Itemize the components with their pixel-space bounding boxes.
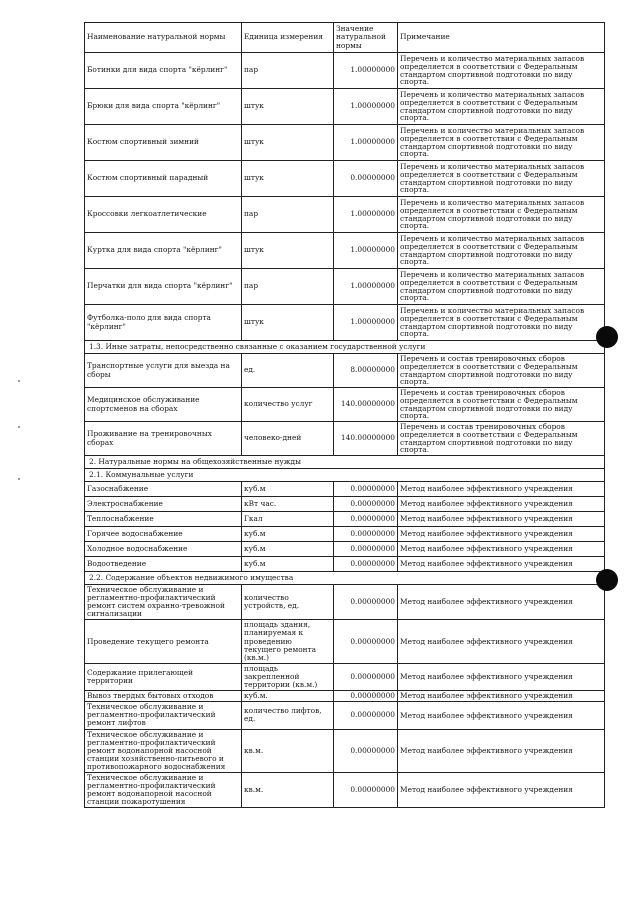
cell-name: Ботинки для вида спорта "кёрлинг": [85, 53, 242, 89]
cell-unit: Гкал: [242, 512, 334, 527]
cell-unit: штук: [242, 89, 334, 125]
section-row: [85, 572, 605, 585]
cell-note: Метод наиболее эффективного учреждения: [398, 557, 605, 572]
cell-unit: пар: [242, 197, 334, 233]
cell-value: 0.00000000: [334, 482, 398, 497]
table-row: [85, 729, 605, 772]
cell-note: Метод наиболее эффективного учреждения: [398, 729, 605, 772]
cell-name: Костюм спортивный парадный: [85, 161, 242, 197]
cell-note: Перечень и количество материальных запасов определяется в соответствии с Федеральным стандартом спортивной подготовки по виду спорта.: [398, 89, 605, 125]
cell-note: Метод наиболее эффективного учреждения: [398, 620, 605, 663]
norms-table: [84, 22, 605, 808]
cell-name: Транспортные услуги для выезда на сборы: [85, 354, 242, 388]
utilities-group: [85, 482, 605, 572]
cell-note: Метод наиболее эффективного учреждения: [398, 497, 605, 512]
section-row: [85, 469, 605, 482]
cell-name: Костюм спортивный зимний: [85, 125, 242, 161]
cell-unit: кв.м.: [242, 772, 334, 807]
cell-value: 0.00000000: [334, 512, 398, 527]
table-header-row: [85, 23, 605, 53]
header-name: Наименование натуральной нормы: [85, 23, 242, 53]
cell-value: 140.00000000: [334, 388, 398, 422]
cell-note: Метод наиболее эффективного учреждения: [398, 663, 605, 690]
cell-name: Кроссовки легкоатлетические: [85, 197, 242, 233]
cell-unit: штук: [242, 125, 334, 161]
punch-hole-icon: [596, 326, 618, 348]
cell-note: Перечень и количество материальных запасов определяется в соответствии с Федеральным стандартом спортивной подготовки по виду спорта.: [398, 53, 605, 89]
table-row: [85, 691, 605, 702]
cell-note: Перечень и количество материальных запасов определяется в соответствии с Федеральным стандартом спортивной подготовки по виду спорта.: [398, 161, 605, 197]
table-row: [85, 388, 605, 422]
cell-unit: пар: [242, 269, 334, 305]
clothing-group: [85, 53, 605, 341]
cell-unit: куб.м: [242, 542, 334, 557]
cell-note: Перечень и количество материальных запасов определяется в соответствии с Федеральным стандартом спортивной подготовки по виду спорта.: [398, 269, 605, 305]
services-group: [85, 354, 605, 456]
cell-note: Перечень и состав тренировочных сборов определяется в соответствии с Федеральным стандартом спортивной подготовки по виду спорта.: [398, 354, 605, 388]
cell-value: 0.00000000: [334, 542, 398, 557]
table-row: [85, 422, 605, 456]
cell-value: 0.00000000: [334, 772, 398, 807]
table-row: [85, 585, 605, 620]
cell-name: Техническое обслуживание и регламентно-профилактический ремонт систем охранно-тревожной сигнализации: [85, 585, 242, 620]
cell-value: 0.00000000: [334, 620, 398, 663]
cell-name: Газоснабжение: [85, 482, 242, 497]
cell-note: Метод наиболее эффективного учреждения: [398, 527, 605, 542]
section-title: 2. Натуральные нормы на общехозяйственные нужды: [85, 456, 605, 469]
cell-note: Перечень и количество материальных запасов определяется в соответствии с Федеральным стандартом спортивной подготовки по виду спорта.: [398, 305, 605, 341]
cell-name: Медицинское обслуживание спортсменов на сборах: [85, 388, 242, 422]
section-2: [85, 456, 605, 482]
table-row: [85, 542, 605, 557]
cell-unit: площадь закрепленной территории (кв.м.): [242, 663, 334, 690]
document-page: [84, 22, 604, 808]
table-row: [85, 89, 605, 125]
cell-name: Брюки для вида спорта "кёрлинг": [85, 89, 242, 125]
cell-name: Техническое обслуживание и регламентно-профилактический ремонт водонапорной насосной станции пожаротушения: [85, 772, 242, 807]
cell-value: 0.00000000: [334, 557, 398, 572]
cell-value: 0.00000000: [334, 702, 398, 729]
table-row: [85, 702, 605, 729]
table-row: [85, 269, 605, 305]
cell-name: Водоотведение: [85, 557, 242, 572]
table-row: [85, 620, 605, 663]
cell-value: 8.00000000: [334, 354, 398, 388]
cell-name: Перчатки для вида спорта "кёрлинг": [85, 269, 242, 305]
cell-note: Перечень и количество материальных запасов определяется в соответствии с Федеральным стандартом спортивной подготовки по виду спорта.: [398, 233, 605, 269]
cell-value: 0.00000000: [334, 729, 398, 772]
cell-value: 1.00000000: [334, 269, 398, 305]
cell-name: Горячее водоснабжение: [85, 527, 242, 542]
section-1-3: [85, 341, 605, 354]
header-note: Примечание: [398, 23, 605, 53]
cell-note: Метод наиболее эффективного учреждения: [398, 772, 605, 807]
cell-value: 0.00000000: [334, 585, 398, 620]
cell-unit: куб.м: [242, 557, 334, 572]
cell-note: Перечень и количество материальных запасов определяется в соответствии с Федеральным стандартом спортивной подготовки по виду спорта.: [398, 197, 605, 233]
cell-note: Метод наиболее эффективного учреждения: [398, 512, 605, 527]
cell-unit: куб.м: [242, 527, 334, 542]
section-title: 2.1. Коммунальные услуги: [85, 469, 605, 482]
cell-name: Содержание прилегающей территории: [85, 663, 242, 690]
section-title: 1.3. Иные затраты, непосредственно связанные с оказанием государственной услуги: [85, 341, 605, 354]
cell-unit: пар: [242, 53, 334, 89]
cell-note: Метод наиболее эффективного учреждения: [398, 691, 605, 702]
cell-value: 0.00000000: [334, 497, 398, 512]
cell-value: 0.00000000: [334, 691, 398, 702]
table-row: [85, 305, 605, 341]
cell-value: 140.00000000: [334, 422, 398, 456]
cell-unit: куб.м.: [242, 691, 334, 702]
cell-value: 1.00000000: [334, 233, 398, 269]
punch-hole-icon: [596, 569, 618, 591]
cell-note: Метод наиболее эффективного учреждения: [398, 702, 605, 729]
cell-unit: кв.м.: [242, 729, 334, 772]
cell-name: Электроснабжение: [85, 497, 242, 512]
cell-note: Перечень и состав тренировочных сборов определяется в соответствии с Федеральным стандартом спортивной подготовки по виду спорта.: [398, 388, 605, 422]
cell-unit: ед.: [242, 354, 334, 388]
table-row: [85, 482, 605, 497]
table-row: [85, 125, 605, 161]
cell-unit: человеко-дней: [242, 422, 334, 456]
cell-name: Футболка-поло для вида спорта "кёрлинг": [85, 305, 242, 341]
cell-unit: количество лифтов, ед.: [242, 702, 334, 729]
section-row: [85, 341, 605, 354]
cell-value: 1.00000000: [334, 125, 398, 161]
cell-value: 0.00000000: [334, 161, 398, 197]
cell-value: 0.00000000: [334, 527, 398, 542]
cell-name: Куртка для вида спорта "кёрлинг": [85, 233, 242, 269]
cell-name: Холодное водоснабжение: [85, 542, 242, 557]
real-estate-group: [85, 585, 605, 808]
table-row: [85, 197, 605, 233]
cell-note: Перечень и количество материальных запасов определяется в соответствии с Федеральным стандартом спортивной подготовки по виду спорта.: [398, 125, 605, 161]
cell-name: Проведение текущего ремонта: [85, 620, 242, 663]
table-row: [85, 557, 605, 572]
cell-unit: количество услуг: [242, 388, 334, 422]
cell-unit: штук: [242, 305, 334, 341]
cell-name: Техническое обслуживание и регламентно-профилактический ремонт водонапорной насосной станции хозяйственно-питьевого и противопожарного водоснабжения: [85, 729, 242, 772]
table-row: [85, 161, 605, 197]
cell-name: Вывоз твердых бытовых отходов: [85, 691, 242, 702]
cell-unit: количество устройств, ед.: [242, 585, 334, 620]
table-row: [85, 233, 605, 269]
table-row: [85, 527, 605, 542]
cell-note: Метод наиболее эффективного учреждения: [398, 542, 605, 557]
table-row: [85, 354, 605, 388]
cell-name: Техническое обслуживание и регламентно-профилактический ремонт лифтов: [85, 702, 242, 729]
section-2-2: [85, 572, 605, 585]
table-row: [85, 663, 605, 690]
table-row: [85, 772, 605, 807]
cell-value: 0.00000000: [334, 663, 398, 690]
scan-specks: [18, 380, 24, 500]
table-row: [85, 53, 605, 89]
cell-value: 1.00000000: [334, 197, 398, 233]
cell-unit: площадь здания, планируемая к проведению текущего ремонта (кв.м.): [242, 620, 334, 663]
table-row: [85, 497, 605, 512]
header-unit: Единица измерения: [242, 23, 334, 53]
section-title: 2.2. Содержание объектов недвижимого имущества: [85, 572, 605, 585]
table-row: [85, 512, 605, 527]
cell-value: 1.00000000: [334, 89, 398, 125]
cell-unit: куб.м: [242, 482, 334, 497]
cell-value: 1.00000000: [334, 53, 398, 89]
cell-note: Перечень и состав тренировочных сборов определяется в соответствии с Федеральным стандартом спортивной подготовки по виду спорта.: [398, 422, 605, 456]
cell-unit: кВт час.: [242, 497, 334, 512]
cell-note: Метод наиболее эффективного учреждения: [398, 585, 605, 620]
section-row: [85, 456, 605, 469]
cell-name: Теплоснабжение: [85, 512, 242, 527]
cell-unit: штук: [242, 233, 334, 269]
cell-unit: штук: [242, 161, 334, 197]
cell-value: 1.00000000: [334, 305, 398, 341]
cell-name: Проживание на тренировочных сборах: [85, 422, 242, 456]
header-value: Значение натуральной нормы: [334, 23, 398, 53]
cell-note: Метод наиболее эффективного учреждения: [398, 482, 605, 497]
